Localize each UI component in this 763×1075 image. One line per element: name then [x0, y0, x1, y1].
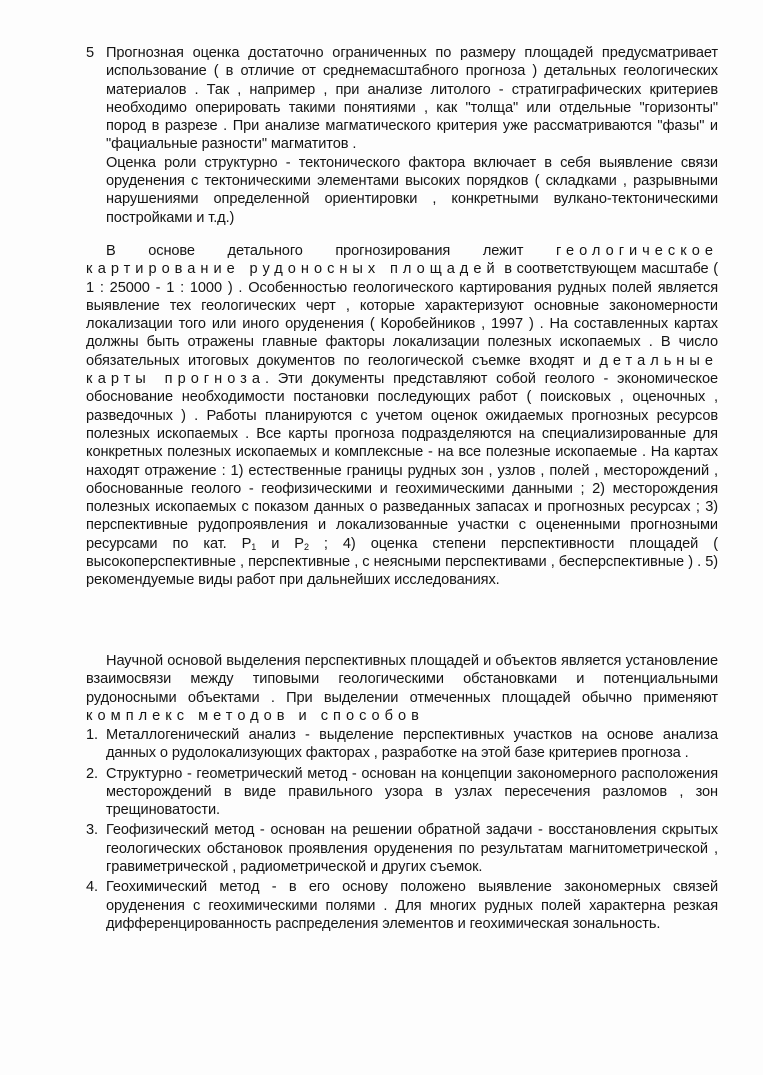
item-number: 5 — [86, 45, 95, 61]
body-text-3: и P — [256, 535, 304, 552]
item-number: 4. — [86, 879, 98, 896]
paragraph-text: Прогнозная оценка достаточно ограниченных по размеру площадей предусматривает использование ( в отличие от среднемасштабного прогноза ) детальных геологических материалов . Так , например , при анализе литолого - стратиграфических критериев необходимо оперировать такими понятиями , как "толща" или отдельные "горизонты" пород в разрезе . При анализе магматического критерия уже рассматриваются "фазы" и "фациальные разности" магматитов . — [106, 45, 718, 153]
item-text: Металлогенический анализ - выделение перспективных участков на основе анализа данных о рудолокализующих факторах , разработке на этой базе критериев прогноза . — [106, 727, 718, 762]
list-item — [86, 878, 718, 933]
item-number: 1. — [86, 727, 98, 743]
spaced-term-mapping: геологическое картирование рудоносных площадей — [86, 243, 718, 278]
paragraph-text-structural: Оценка роли структурно - тектонического фактора включает в себя выявление связи оруденения с тектоническими элементами высоких порядков ( складками , разрывными нарушениями определенной ориентировки , конкретными вулкано-тектоническими постройками и т.д.) — [106, 154, 718, 226]
paragraph-detailed-forecasting — [86, 242, 718, 590]
spaced-term-methods: комплекс методов и способов — [86, 707, 424, 724]
paragraph-scientific-basis — [86, 652, 718, 725]
body-text: в соответствующем масштабе ( 1 : 25000 - 1 : 1000 ) . Особенностью геологического картирования рудных полей является выявление тех геологических черт , которые характеризуют основные закономерности локализации того или иного оруденения ( Коробейников , 1997 ) . На составленных картах должны быть отражены главные факторы локализации полезных ископаемых . В число обязательных итоговых документов по геологической съемке входят и — [86, 261, 718, 369]
subscript-2: 2 — [303, 541, 309, 552]
paragraph-forecast-assessment — [86, 44, 718, 227]
methods-list — [86, 726, 718, 933]
item-text: Структурно - геометрический метод - основан на концепции закономерного расположения месторождений в виде правильного узора в узлах пересечения разломов , зон трещиноватости. — [106, 765, 718, 819]
lead-text: Научной основой выделения перспективных площадей и объектов является установление взаимосвязи между типовыми геологическими обстановками и потенциальными рудоносными объектами . При выделении отмеченных площадей обычно применяют — [86, 653, 718, 706]
lead-text: В основе детального прогнозирования лежит — [106, 243, 524, 259]
body-text-2: . Эти документы представляют собой геолого - экономическое обоснование необходимости постановки последующих работ ( поисковых , оценочных , разведочных ) . Работы планируются с учетом оценок ожидаемых прогнозных ресурсов полезных ископаемых . Все карты прогноза подразделяются на специализированные для конкретных полезных ископаемых и комплексные - на все полезные ископаемые . На картах находят отражение : 1) естественные границы рудных зон , узлов , полей , месторождений , обоснованные геолого - геофизическими и геохимическими данными ; 2) месторождения полезных ископаемых с показом данных о разведанных запасах и прогнозных ресурсах ; 3) перспективные рудопроявления и локализованные участки с оцененными прогнозными ресурсами по кат. P — [86, 371, 718, 552]
spaced-term-forecast-maps: детальные карты прогноза — [86, 352, 718, 388]
list-item — [86, 765, 718, 820]
list-item — [86, 821, 718, 876]
body-text-4: ; 4) оценка степени перспективности площадей ( высокоперспективные , перспективные , с неясными перспективами , бесперспективные ) . 5) рекомендуемые виды работ при дальнейших исследованиях. — [86, 535, 718, 589]
item-number: 2. — [86, 765, 98, 782]
item-text: Геохимический метод - в его основу положено выявление закономерных связей оруденения с геохимическими полями . Для многих рудных полей характерна резкая дифференцированность распределения элементов и геохимическая зональность. — [106, 879, 718, 932]
item-text: Геофизический метод - основан на решении обратной задачи - восстановления скрытых геологических обстановок проявления оруденения по результатам магнитометрической , гравиметрической , радиометрической и других съемок. — [106, 822, 718, 876]
subscript-1: 1 — [251, 541, 257, 552]
item-number: 3. — [86, 822, 98, 839]
list-item — [86, 726, 718, 763]
